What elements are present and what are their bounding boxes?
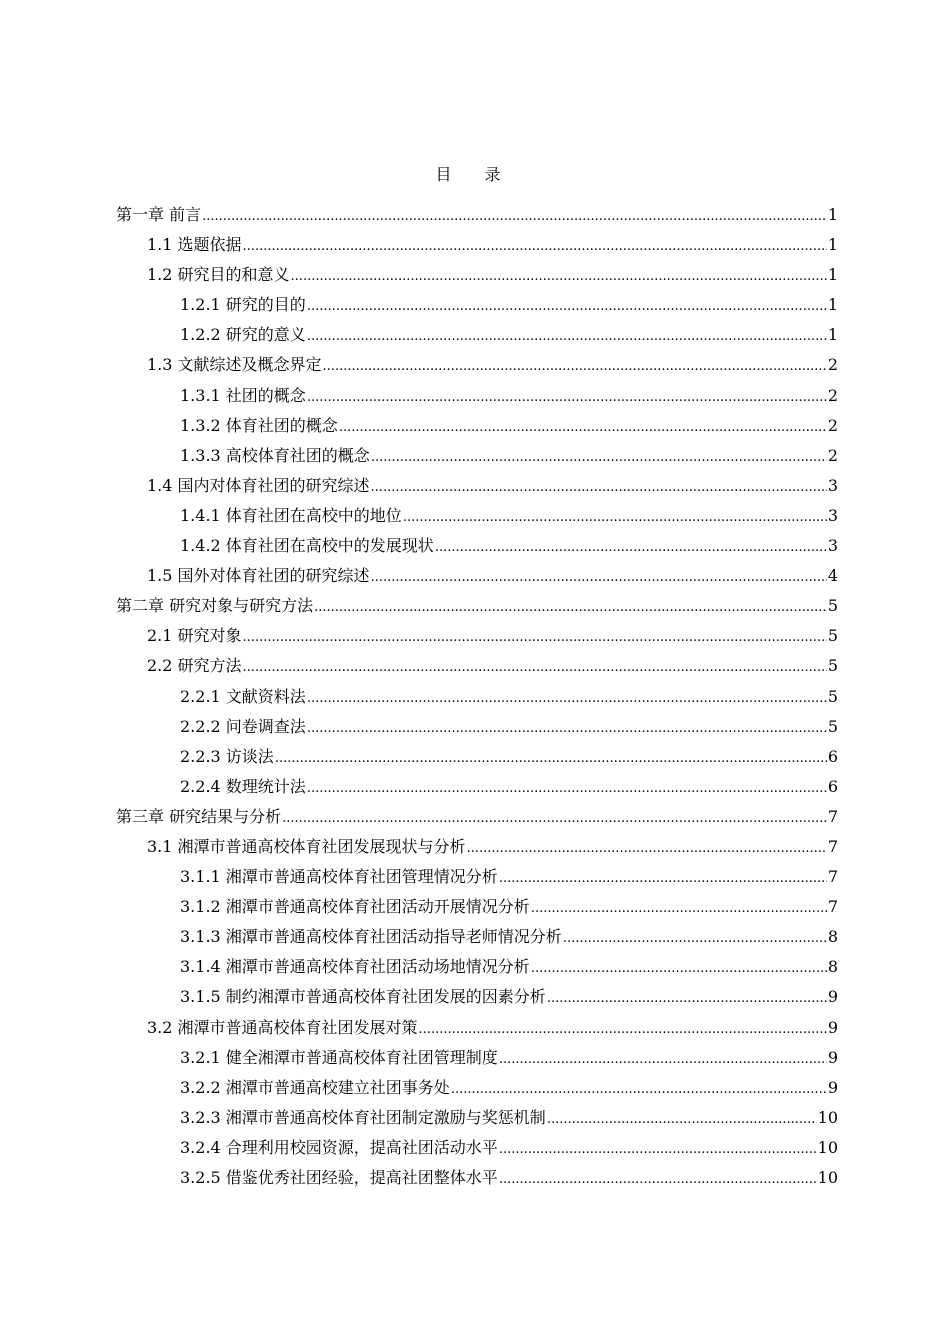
toc-entry-text: 1.3.2 体育社团的概念 xyxy=(180,415,338,435)
dot-leader xyxy=(451,1073,827,1105)
toc-entry-text: 1.3.3 高校体育社团的概念 xyxy=(180,445,370,465)
toc-entry-page-number: 2 xyxy=(827,355,838,375)
dot-leader xyxy=(307,381,827,413)
toc-entry[interactable] xyxy=(116,1163,838,1193)
toc-entry[interactable] xyxy=(116,802,838,832)
dot-leader xyxy=(307,712,827,744)
toc-entry-page-number: 7 xyxy=(827,806,838,826)
dot-leader xyxy=(419,1013,827,1045)
toc-entry-page-number: 7 xyxy=(827,836,838,856)
dot-leader xyxy=(467,832,827,864)
dot-leader xyxy=(435,531,827,563)
toc-entry-page-number: 10 xyxy=(817,1168,838,1187)
toc-entry[interactable] xyxy=(116,350,838,380)
toc-entry-text: 3.1.2 湘潭市普通高校体育社团活动开展情况分析 xyxy=(180,897,530,917)
toc-entry[interactable] xyxy=(116,1043,838,1073)
toc-entry[interactable] xyxy=(116,200,838,230)
toc-entry[interactable] xyxy=(116,471,838,501)
toc-entry[interactable] xyxy=(116,742,838,772)
dot-leader xyxy=(307,320,827,352)
toc-entry-page-number: 5 xyxy=(827,686,838,706)
toc-entry[interactable] xyxy=(116,892,838,922)
toc-entry[interactable] xyxy=(116,531,838,561)
toc-entry-page-number: 2 xyxy=(827,385,838,405)
toc-entry-page-number: 2 xyxy=(827,445,838,465)
toc-entry-page-number: 2 xyxy=(827,415,838,435)
toc-entry-text: 3.2.4 合理利用校园资源，提高社团活动水平 xyxy=(180,1137,498,1157)
dot-leader xyxy=(275,742,827,774)
toc-entry[interactable] xyxy=(116,952,838,982)
toc-entry-page-number: 4 xyxy=(827,566,838,586)
dot-leader xyxy=(243,651,827,683)
toc-entry-text: 3.1.5 制约湘潭市普通高校体育社团发展的因素分析 xyxy=(180,987,546,1007)
toc-entry-text: 1.2.2 研究的意义 xyxy=(180,325,306,345)
toc-entry[interactable] xyxy=(116,982,838,1012)
dot-leader xyxy=(371,561,827,593)
toc-entry-page-number: 9 xyxy=(827,1047,838,1067)
toc-list xyxy=(116,200,838,1193)
toc-entry-text: 1.3 文献综述及概念界定 xyxy=(147,355,322,375)
dot-leader xyxy=(547,982,827,1014)
toc-entry[interactable] xyxy=(116,862,838,892)
dot-leader xyxy=(531,892,827,924)
toc-entry-text: 1.4.1 体育社团在高校中的地位 xyxy=(180,505,402,525)
dot-leader xyxy=(403,501,827,533)
dot-leader xyxy=(243,230,827,262)
dot-leader xyxy=(499,1133,817,1165)
dot-leader xyxy=(314,591,827,623)
toc-entry-page-number: 7 xyxy=(827,897,838,917)
toc-entry-page-number: 8 xyxy=(827,957,838,977)
toc-entry-page-number: 1 xyxy=(827,295,838,315)
toc-entry-page-number: 5 xyxy=(827,656,838,676)
toc-entry-text: 第三章 研究结果与分析 xyxy=(116,806,282,826)
toc-entry-page-number: 7 xyxy=(827,867,838,887)
toc-entry-page-number: 1 xyxy=(827,235,838,255)
toc-entry[interactable] xyxy=(116,621,838,651)
dot-leader xyxy=(499,1043,827,1075)
toc-entry-page-number: 8 xyxy=(827,927,838,947)
toc-title: 目 录 xyxy=(435,165,515,184)
toc-entry[interactable] xyxy=(116,441,838,471)
dot-leader xyxy=(323,350,827,382)
toc-entry-page-number: 1 xyxy=(827,265,838,285)
toc-entry-text: 3.1.4 湘潭市普通高校体育社团活动场地情况分析 xyxy=(180,957,530,977)
dot-leader xyxy=(547,1103,817,1135)
toc-entry[interactable] xyxy=(116,260,838,290)
toc-entry-page-number: 9 xyxy=(827,987,838,1007)
toc-entry-text: 第一章 前言 xyxy=(116,205,202,224)
toc-entry[interactable] xyxy=(116,561,838,591)
dot-leader xyxy=(243,621,827,653)
toc-entry-text: 2.2.3 访谈法 xyxy=(180,746,274,766)
toc-entry[interactable] xyxy=(116,772,838,802)
toc-entry[interactable] xyxy=(116,290,838,320)
toc-entry-page-number: 3 xyxy=(827,536,838,556)
toc-entry[interactable] xyxy=(116,682,838,712)
toc-entry[interactable] xyxy=(116,411,838,441)
dot-leader xyxy=(307,772,827,804)
dot-leader xyxy=(563,922,827,954)
toc-entry-page-number: 5 xyxy=(827,716,838,736)
toc-entry-page-number: 5 xyxy=(827,596,838,616)
toc-entry[interactable] xyxy=(116,1013,838,1043)
dot-leader xyxy=(282,802,827,834)
dot-leader xyxy=(531,952,827,984)
toc-entry-text: 2.2 研究方法 xyxy=(147,656,242,676)
dot-leader xyxy=(499,862,827,894)
toc-entry-text: 1.2.1 研究的目的 xyxy=(180,295,306,315)
toc-entry-text: 3.1.3 湘潭市普通高校体育社团活动指导老师情况分析 xyxy=(180,927,562,947)
toc-entry-text: 2.2.4 数理统计法 xyxy=(180,776,306,796)
toc-entry-text: 1.2 研究目的和意义 xyxy=(147,265,290,285)
toc-entry-text: 2.2.1 文献资料法 xyxy=(180,686,306,706)
toc-entry[interactable] xyxy=(116,381,838,411)
toc-entry-page-number: 10 xyxy=(817,1107,838,1127)
toc-entry-text: 1.1 选题依据 xyxy=(147,235,242,255)
toc-entry[interactable] xyxy=(116,230,838,260)
toc-entry[interactable] xyxy=(116,651,838,681)
toc-entry-text: 3.2.1 健全湘潭市普通高校体育社团管理制度 xyxy=(180,1047,498,1067)
toc-entry-page-number: 1 xyxy=(827,325,838,345)
toc-entry-text: 2.1 研究对象 xyxy=(147,626,242,646)
toc-entry-text: 1.4.2 体育社团在高校中的发展现状 xyxy=(180,536,434,556)
toc-entry-text: 1.4 国内对体育社团的研究综述 xyxy=(147,475,370,495)
toc-entry-page-number: 1 xyxy=(827,205,838,224)
toc-entry-text: 3.2.3 湘潭市普通高校体育社团制定激励与奖惩机制 xyxy=(180,1107,546,1127)
toc-entry-text: 2.2.2 问卷调查法 xyxy=(180,716,306,736)
dot-leader xyxy=(291,260,827,292)
toc-entry-text: 3.1 湘潭市普通高校体育社团发展现状与分析 xyxy=(147,836,466,856)
toc-entry-text: 3.2.2 湘潭市普通高校建立社团事务处 xyxy=(180,1077,450,1097)
toc-entry-text: 1.5 国外对体育社团的研究综述 xyxy=(147,566,370,586)
toc-entry[interactable] xyxy=(116,320,838,350)
toc-entry[interactable] xyxy=(116,922,838,952)
dot-leader xyxy=(499,1163,817,1195)
toc-entry-text: 3.2 湘潭市普通高校体育社团发展对策 xyxy=(147,1017,418,1037)
toc-entry-page-number: 3 xyxy=(827,505,838,525)
toc-entry-page-number: 6 xyxy=(827,776,838,796)
toc-entry-page-number: 10 xyxy=(817,1137,838,1157)
toc-entry[interactable] xyxy=(116,1133,838,1163)
dot-leader xyxy=(339,411,827,443)
toc-entry[interactable] xyxy=(116,591,838,621)
toc-entry-page-number: 9 xyxy=(827,1077,838,1097)
toc-entry[interactable] xyxy=(116,1103,838,1133)
dot-leader xyxy=(371,471,827,503)
toc-entry[interactable] xyxy=(116,712,838,742)
toc-entry[interactable] xyxy=(116,501,838,531)
toc-entry-page-number: 3 xyxy=(827,475,838,495)
toc-entry-page-number: 5 xyxy=(827,626,838,646)
toc-entry-page-number: 6 xyxy=(827,746,838,766)
dot-leader xyxy=(371,441,827,473)
dot-leader xyxy=(202,200,827,232)
toc-entry[interactable] xyxy=(116,1073,838,1103)
toc-entry-text: 3.1.1 湘潭市普通高校体育社团管理情况分析 xyxy=(180,867,498,887)
toc-entry-text: 3.2.5 借鉴优秀社团经验，提高社团整体水平 xyxy=(180,1168,498,1187)
toc-entry-page-number: 9 xyxy=(827,1017,838,1037)
toc-entry-text: 第二章 研究对象与研究方法 xyxy=(116,596,314,616)
dot-leader xyxy=(307,682,827,714)
toc-entry-text: 1.3.1 社团的概念 xyxy=(180,385,306,405)
dot-leader xyxy=(307,290,827,322)
toc-entry[interactable] xyxy=(116,832,838,862)
